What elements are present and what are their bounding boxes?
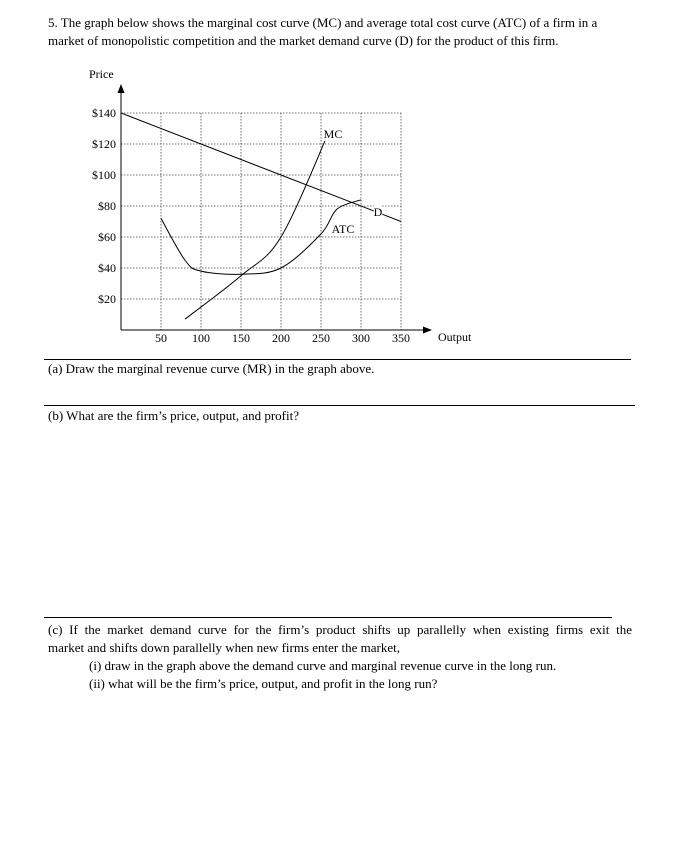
x-axis-arrow xyxy=(423,327,432,334)
curve-mc xyxy=(185,132,329,320)
divider-b xyxy=(44,405,635,406)
x-axis-label: Output xyxy=(438,330,472,344)
part-a: (a) Draw the marginal revenue curve (MR) in the graph above. xyxy=(48,361,375,376)
x-tick-label: 250 xyxy=(312,331,330,345)
x-tick-label: 200 xyxy=(272,331,290,345)
y-axis-arrow xyxy=(118,84,125,93)
curve-labels xyxy=(324,127,383,236)
part-c-line-2: market and shifts down parallelly when new firms enter the market, xyxy=(48,640,400,655)
y-axis-label: Price xyxy=(89,67,114,81)
y-tick-label: $60 xyxy=(98,230,116,244)
curve-d xyxy=(121,113,401,222)
part-c-ii: (ii) what will be the firm’s price, output, and profit in the long run? xyxy=(89,676,438,691)
x-tick-label: 150 xyxy=(232,331,250,345)
x-tick-label: 50 xyxy=(155,331,167,345)
x-tick-label: 350 xyxy=(392,331,410,345)
curve-label-d: D xyxy=(373,205,383,219)
y-tick-label: $120 xyxy=(92,137,116,151)
y-tick-label: $40 xyxy=(98,261,116,275)
x-tick-label: 300 xyxy=(352,331,370,345)
part-c-i: (i) draw in the graph above the demand curve and marginal revenue curve in the long run. xyxy=(89,658,557,673)
y-tick-label: $140 xyxy=(92,106,116,120)
question-intro-line-1: 5. The graph below shows the marginal cost curve (MC) and average total cost curve (ATC) of a firm in a xyxy=(48,15,598,30)
axes xyxy=(118,84,433,334)
part-b: (b) What are the firm’s price, output, and profit? xyxy=(48,408,300,423)
curve-label-atc: ATC xyxy=(331,222,355,236)
y-tick-label: $80 xyxy=(98,199,116,213)
question-intro-line-2: market of monopolistic competition and the market demand curve (D) for the product of this firm. xyxy=(48,33,559,48)
part-c-line-1: (c) If the market demand curve for the firm’s product shifts up parallelly when existing firms exit the xyxy=(48,622,632,637)
tick-labels xyxy=(92,106,410,345)
divider-c xyxy=(44,617,612,618)
curve-label-mc: MC xyxy=(323,127,343,141)
y-tick-label: $100 xyxy=(92,168,116,182)
x-tick-label: 100 xyxy=(192,331,210,345)
part-c xyxy=(48,621,632,693)
y-tick-label: $20 xyxy=(98,292,116,306)
cost-demand-graph xyxy=(0,0,675,360)
